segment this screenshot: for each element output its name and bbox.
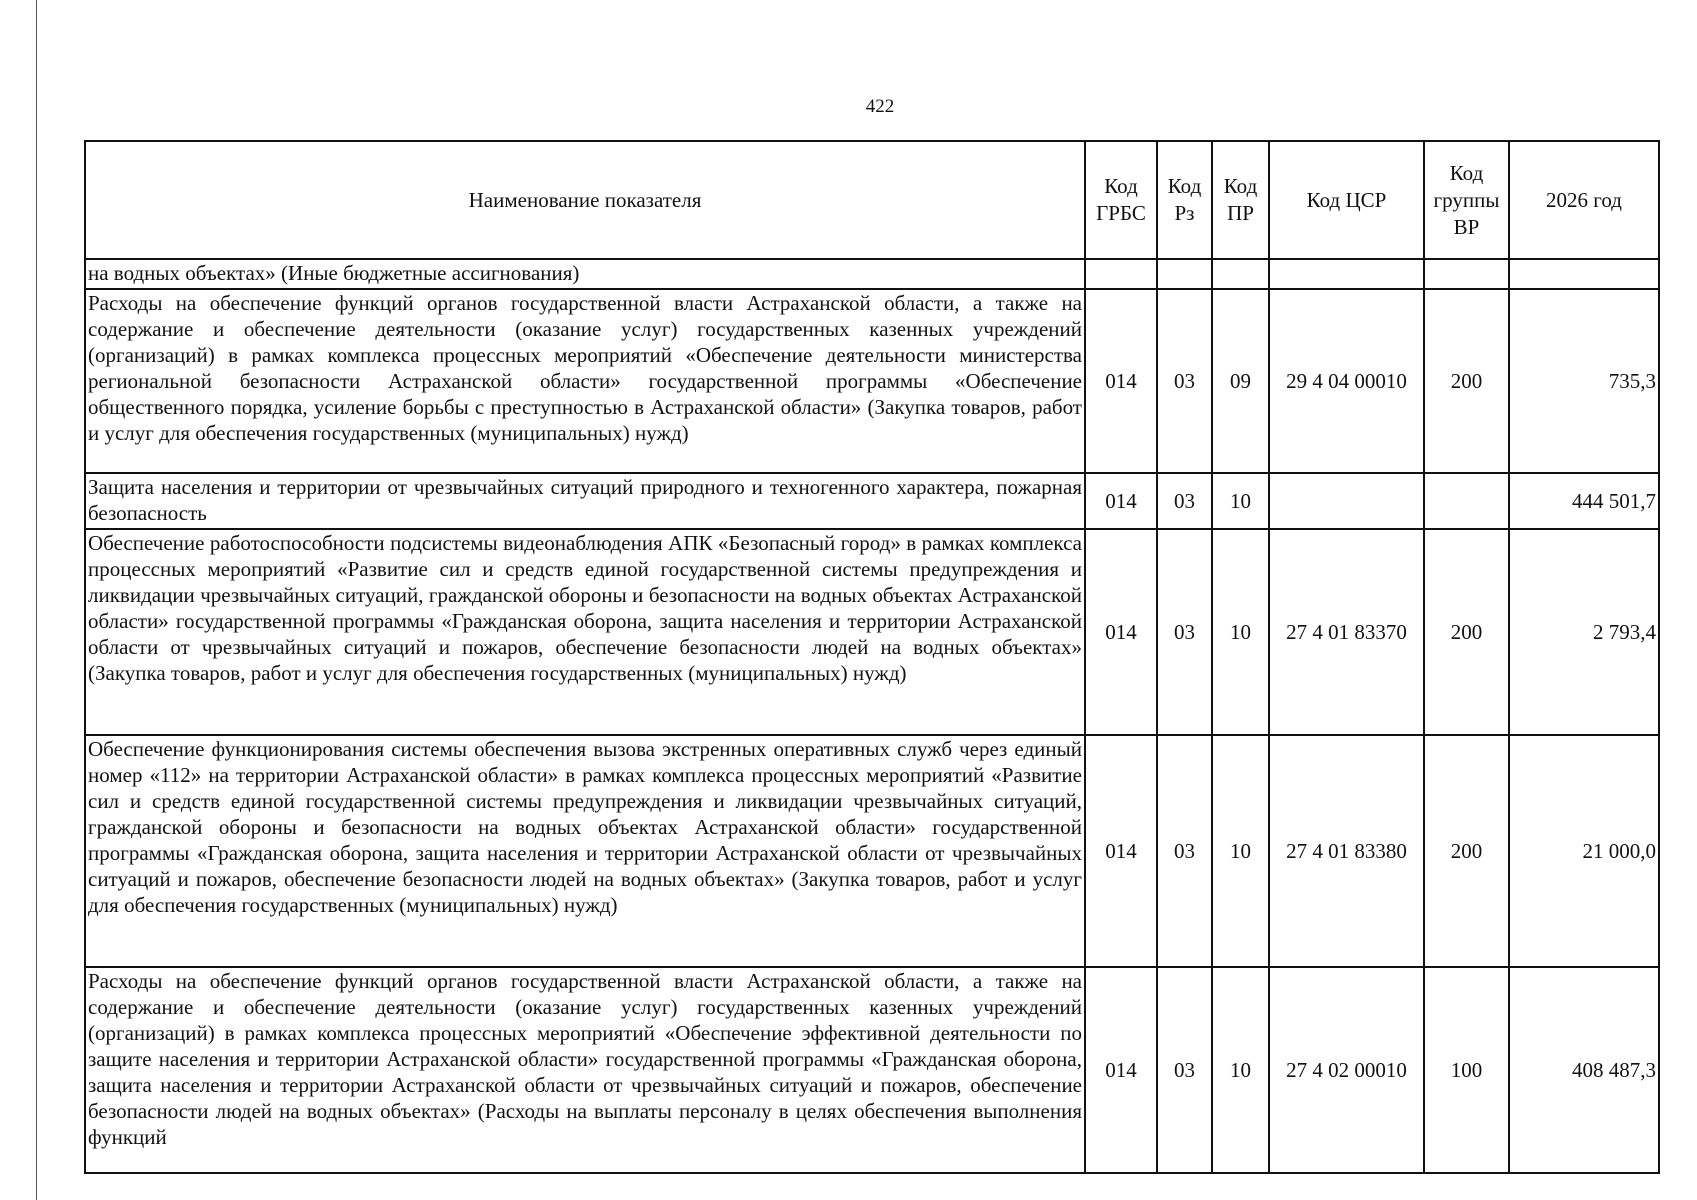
row-name: Обеспечение функционирования системы обеспечения вызова экстренных оперативных служб через единый номер «112» на территории Астраханской области» в рамках комплекса процессных мероприятий «Развитие сил и средств единой государственной системы предупреждения и ликвидации чрезвычайных ситуаций, гражданской обороны и безопасности на водных объектах Астраханской области» государственной программы «Гражданская оборона, защита населения и территории Астраханской области от чрезвычайных ситуаций и пожаров, обеспечение безопасности людей на водных объектах» (Закупка товаров, работ и услуг для обеспечения государственных (муниципальных) нужд) <box>85 735 1085 967</box>
row-vr <box>1424 473 1509 529</box>
table-row <box>85 259 1659 289</box>
row-name: на водных объектах» (Иные бюджетные ассигнования) <box>85 259 1085 289</box>
row-csr: 27 4 02 00010 <box>1269 967 1424 1173</box>
header-csr: Код ЦСР <box>1269 141 1424 259</box>
header-pr: Код ПР <box>1212 141 1269 259</box>
row-pr: 10 <box>1212 967 1269 1173</box>
table-row <box>85 967 1659 1173</box>
row-amount: 444 501,7 <box>1509 473 1659 529</box>
table-header-row <box>85 141 1659 259</box>
row-name: Расходы на обеспечение функций органов государственной власти Астраханской области, а также на содержание и обеспечение деятельности (оказание услуг) государственных казенных учреждений (организаций) в рамках комплекса процессных мероприятий «Обеспечение деятельности министерства региональной безопасности Астраханской области» государственной программы «Обеспечение общественного порядка, усиление борьбы с преступностью в Астраханской области» (Закупка товаров, работ и услуг для обеспечения государственных (муниципальных) нужд) <box>85 289 1085 473</box>
row-rz <box>1157 259 1212 289</box>
row-rz: 03 <box>1157 967 1212 1173</box>
row-pr: 10 <box>1212 735 1269 967</box>
row-pr <box>1212 259 1269 289</box>
row-name: Защита населения и территории от чрезвычайных ситуаций природного и техногенного характера, пожарная безопасность <box>85 473 1085 529</box>
header-rz: Код Рз <box>1157 141 1212 259</box>
row-amount <box>1509 259 1659 289</box>
row-csr <box>1269 473 1424 529</box>
row-name: Обеспечение работоспособности подсистемы видеонаблюдения АПК «Безопасный город» в рамках комплекса процессных мероприятий «Развитие сил и средств единой государственной системы предупреждения и ликвидации чрезвычайных ситуаций, гражданской обороны и безопасности на водных объектах Астраханской области» государственной программы «Гражданская оборона, защита населения и территории Астраханской области от чрезвычайных ситуаций и пожаров, обеспечение безопасности людей на водных объектах» (Закупка товаров, работ и услуг для обеспечения государственных (муниципальных) нужд) <box>85 529 1085 735</box>
row-vr <box>1424 259 1509 289</box>
page-margin-line <box>36 0 37 1200</box>
row-amount: 21 000,0 <box>1509 735 1659 967</box>
header-vr: Код группы ВР <box>1424 141 1509 259</box>
row-amount: 2 793,4 <box>1509 529 1659 735</box>
table-row <box>85 735 1659 967</box>
row-grbs: 014 <box>1085 529 1157 735</box>
row-grbs <box>1085 259 1157 289</box>
table-row <box>85 473 1659 529</box>
row-vr: 100 <box>1424 967 1509 1173</box>
budget-table <box>84 140 1660 1174</box>
row-rz: 03 <box>1157 289 1212 473</box>
row-rz: 03 <box>1157 529 1212 735</box>
row-csr <box>1269 259 1424 289</box>
row-grbs: 014 <box>1085 735 1157 967</box>
row-grbs: 014 <box>1085 967 1157 1173</box>
row-amount: 408 487,3 <box>1509 967 1659 1173</box>
row-csr: 27 4 01 83380 <box>1269 735 1424 967</box>
row-csr: 27 4 01 83370 <box>1269 529 1424 735</box>
row-name: Расходы на обеспечение функций органов государственной власти Астраханской области, а также на содержание и обеспечение деятельности (оказание услуг) государственных казенных учреждений (организаций) в рамках комплекса процессных мероприятий «Обеспечение эффективной деятельности по защите населения и территории Астраханской области» государственной программы «Гражданская оборона, защита населения и территории Астраханской области от чрезвычайных ситуаций и пожаров, обеспечение безопасности людей на водных объектах» (Расходы на выплаты персоналу в целях обеспечения выполнения функций <box>85 967 1085 1173</box>
row-grbs: 014 <box>1085 289 1157 473</box>
row-grbs: 014 <box>1085 473 1157 529</box>
table-row <box>85 529 1659 735</box>
row-rz: 03 <box>1157 735 1212 967</box>
row-pr: 09 <box>1212 289 1269 473</box>
row-pr: 10 <box>1212 473 1269 529</box>
row-rz: 03 <box>1157 473 1212 529</box>
table-row <box>85 289 1659 473</box>
row-vr: 200 <box>1424 529 1509 735</box>
header-name: Наименование показателя <box>85 141 1085 259</box>
row-pr: 10 <box>1212 529 1269 735</box>
row-amount: 735,3 <box>1509 289 1659 473</box>
page-number: 422 <box>865 96 895 117</box>
row-vr: 200 <box>1424 735 1509 967</box>
row-csr: 29 4 04 00010 <box>1269 289 1424 473</box>
row-vr: 200 <box>1424 289 1509 473</box>
header-grbs: Код ГРБС <box>1085 141 1157 259</box>
header-year: 2026 год <box>1509 141 1659 259</box>
